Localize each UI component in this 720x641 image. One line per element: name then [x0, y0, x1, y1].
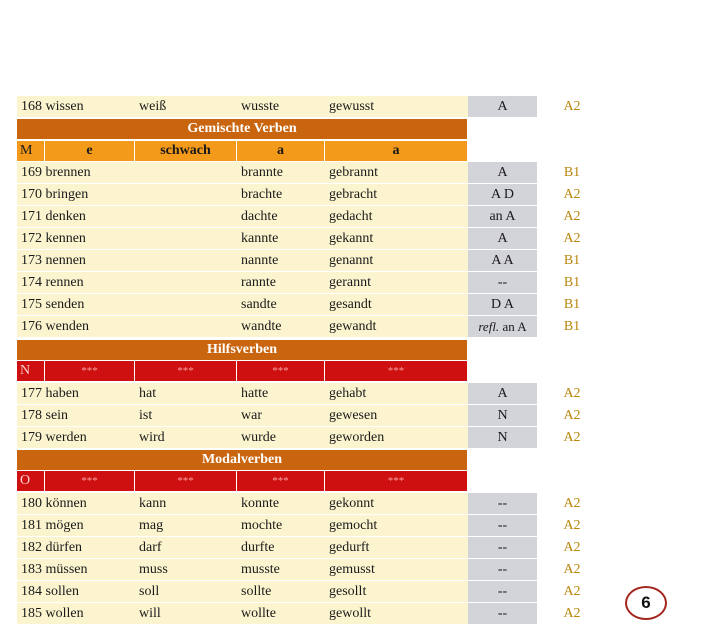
participle-cell: gerannt: [325, 272, 466, 293]
row-number: 179: [21, 430, 42, 445]
row-number: 184: [21, 584, 42, 599]
page-number-badge: 6: [625, 586, 667, 620]
infinitive: wissen: [45, 99, 84, 114]
case-cell: --: [468, 581, 537, 602]
case-cell: refl. an A: [468, 316, 537, 337]
past-cell: wandte: [237, 316, 325, 337]
case-cell: --: [468, 537, 537, 558]
infinitive: werden: [45, 430, 87, 445]
level-cell: B1: [563, 165, 581, 180]
level-cell: A2: [563, 408, 581, 423]
participle-cell: gebracht: [325, 184, 466, 205]
row-number: 171: [21, 209, 42, 224]
row-number: 170: [21, 187, 42, 202]
participle-cell: gewusst: [325, 96, 466, 117]
header-cell: ***: [135, 471, 237, 491]
row-number: 183: [21, 562, 42, 577]
present-cell: [135, 162, 237, 183]
header-cell: ***: [135, 361, 237, 381]
infinitive: mögen: [45, 518, 84, 533]
past-cell: war: [237, 405, 325, 426]
case-cell: N: [468, 427, 537, 448]
past-cell: wollte: [237, 603, 325, 624]
case-cell: --: [468, 515, 537, 536]
header-cell: ***: [45, 361, 135, 381]
infinitive: brennen: [45, 165, 91, 180]
present-cell: hat: [135, 383, 237, 404]
participle-cell: gedurft: [325, 537, 466, 558]
level-cell: A2: [563, 496, 581, 511]
participle-cell: gemusst: [325, 559, 466, 580]
header-cell: a: [237, 141, 325, 161]
case-cell: an A: [468, 206, 537, 227]
past-cell: brannte: [237, 162, 325, 183]
row-number: 185: [21, 606, 42, 621]
level-cell: B1: [563, 253, 581, 268]
row-number: 181: [21, 518, 42, 533]
case-cell: A: [468, 96, 537, 117]
case-cell: --: [468, 559, 537, 580]
case-cell: A A: [468, 250, 537, 271]
past-cell: nannte: [237, 250, 325, 271]
infinitive: rennen: [45, 275, 84, 290]
participle-cell: gekonnt: [325, 493, 466, 514]
header-cell: ***: [325, 361, 467, 381]
participle-cell: gedacht: [325, 206, 466, 227]
level-cell: A2: [563, 562, 581, 577]
past-cell: sandte: [237, 294, 325, 315]
level-cell: A2: [563, 231, 581, 246]
past-cell: durfte: [237, 537, 325, 558]
present-cell: [135, 206, 237, 227]
present-cell: [135, 184, 237, 205]
past-cell: mochte: [237, 515, 325, 536]
infinitive: senden: [45, 297, 85, 312]
participle-cell: gemocht: [325, 515, 466, 536]
past-cell: kannte: [237, 228, 325, 249]
infinitive: bringen: [45, 187, 89, 202]
present-cell: muss: [135, 559, 237, 580]
case-cell: A D: [468, 184, 537, 205]
infinitive: denken: [45, 209, 86, 224]
header-cell: N: [17, 361, 45, 381]
level-cell: B1: [563, 275, 581, 290]
participle-cell: gebrannt: [325, 162, 466, 183]
past-cell: sollte: [237, 581, 325, 602]
row-number: 172: [21, 231, 42, 246]
level-cell: A2: [563, 518, 581, 533]
level-cell: A2: [563, 386, 581, 401]
participle-cell: gesandt: [325, 294, 466, 315]
past-cell: hatte: [237, 383, 325, 404]
infinitive: wollen: [45, 606, 84, 621]
row-number: 180: [21, 496, 42, 511]
infinitive: sein: [45, 408, 69, 423]
infinitive: müssen: [45, 562, 88, 577]
present-cell: weiß: [135, 96, 237, 117]
present-cell: darf: [135, 537, 237, 558]
header-cell: M: [17, 141, 45, 161]
section-title: Hilfsverben: [17, 340, 467, 360]
case-cell: --: [468, 493, 537, 514]
past-cell: dachte: [237, 206, 325, 227]
level-cell: A2: [563, 187, 581, 202]
header-cell: ***: [45, 471, 135, 491]
infinitive: können: [45, 496, 87, 511]
present-cell: ist: [135, 405, 237, 426]
infinitive: sollen: [45, 584, 79, 599]
row-number: 177: [21, 386, 42, 401]
level-cell: B1: [563, 319, 581, 334]
participle-cell: gesollt: [325, 581, 466, 602]
row-number: 169: [21, 165, 42, 180]
case-cell: N: [468, 405, 537, 426]
row-number: 178: [21, 408, 42, 423]
participle-cell: gewandt: [325, 316, 466, 337]
header-cell: ***: [237, 361, 325, 381]
past-cell: wurde: [237, 427, 325, 448]
row-number: 173: [21, 253, 42, 268]
header-cell: e: [45, 141, 135, 161]
infinitive: nennen: [45, 253, 86, 268]
verb-cell: [17, 96, 135, 117]
row-number: 176: [21, 319, 42, 334]
past-cell: brachte: [237, 184, 325, 205]
participle-cell: gewesen: [325, 405, 466, 426]
infinitive: kennen: [45, 231, 86, 246]
past-cell: rannte: [237, 272, 325, 293]
present-cell: will: [135, 603, 237, 624]
header-cell: a: [325, 141, 467, 161]
case-cell: --: [468, 603, 537, 624]
infinitive: haben: [45, 386, 79, 401]
section-title: Gemischte Verben: [17, 119, 467, 139]
present-cell: mag: [135, 515, 237, 536]
row-number: 168: [21, 99, 42, 114]
past-cell: wusste: [237, 96, 325, 117]
participle-cell: gehabt: [325, 383, 466, 404]
section-title: Modalverben: [17, 450, 467, 470]
header-cell: ***: [325, 471, 467, 491]
case-cell: A: [468, 162, 537, 183]
present-cell: [135, 316, 237, 337]
level-cell: A2: [563, 606, 581, 621]
present-cell: [135, 272, 237, 293]
level-cell: A2: [563, 540, 581, 555]
header-cell: O: [17, 471, 45, 491]
case-cell: A: [468, 383, 537, 404]
present-cell: wird: [135, 427, 237, 448]
present-cell: soll: [135, 581, 237, 602]
participle-cell: gekannt: [325, 228, 466, 249]
present-cell: [135, 250, 237, 271]
present-cell: [135, 294, 237, 315]
case-cell: D A: [468, 294, 537, 315]
infinitive: dürfen: [45, 540, 83, 555]
level-cell: A2: [563, 209, 581, 224]
header-cell: schwach: [135, 141, 237, 161]
present-cell: kann: [135, 493, 237, 514]
level-cell: A2: [563, 99, 581, 114]
participle-cell: gewollt: [325, 603, 466, 624]
row-number: 174: [21, 275, 42, 290]
present-cell: [135, 228, 237, 249]
row-number: 175: [21, 297, 42, 312]
infinitive: wenden: [45, 319, 90, 334]
row-number: 182: [21, 540, 42, 555]
level-cell: B1: [563, 297, 581, 312]
case-cell: --: [468, 272, 537, 293]
participle-cell: geworden: [325, 427, 466, 448]
case-cell: A: [468, 228, 537, 249]
past-cell: konnte: [237, 493, 325, 514]
level-cell: A2: [563, 430, 581, 445]
participle-cell: genannt: [325, 250, 466, 271]
header-cell: ***: [237, 471, 325, 491]
past-cell: musste: [237, 559, 325, 580]
level-cell: A2: [563, 584, 581, 599]
